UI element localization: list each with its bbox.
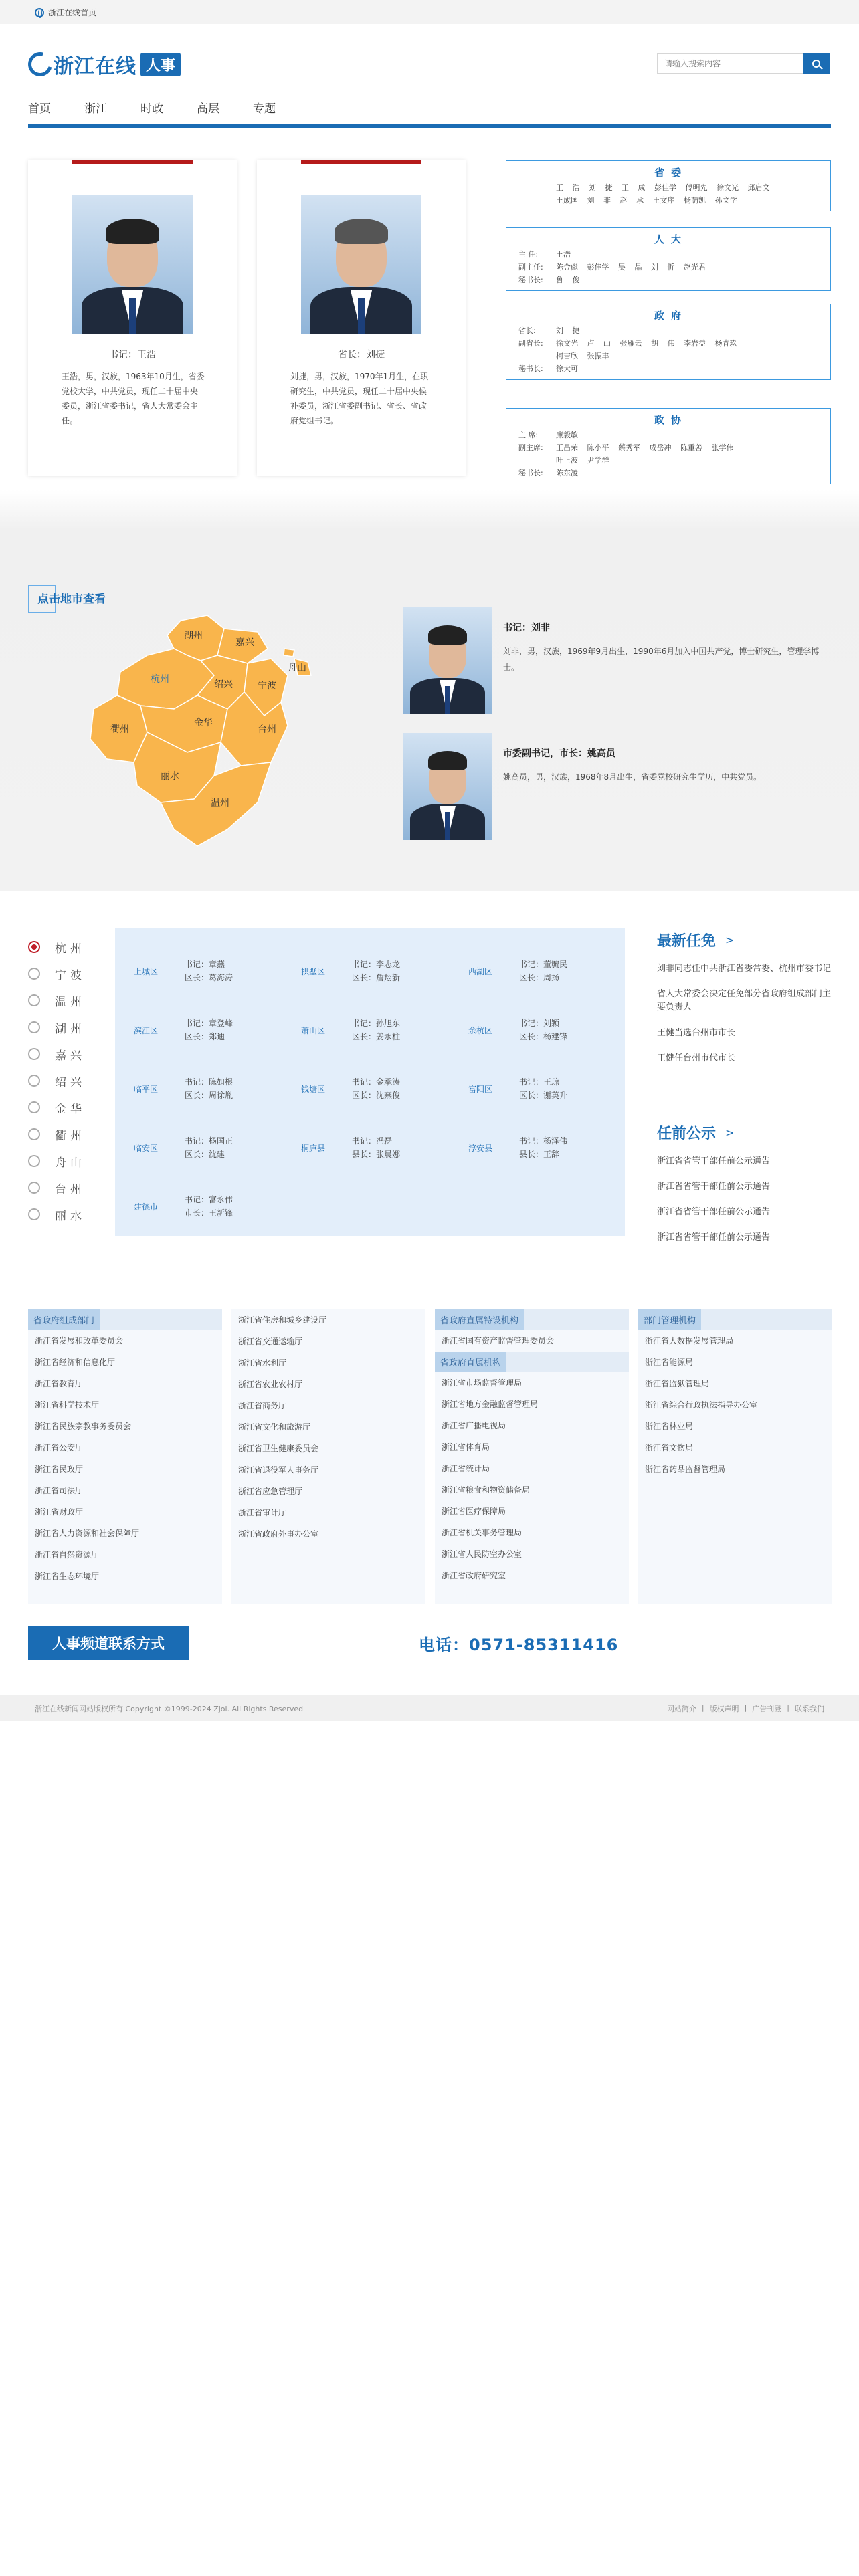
city-leader-title[interactable]: 书记：刘非 <box>503 623 550 633</box>
dept-link[interactable]: 浙江省生态环境厅 <box>35 1572 100 1581</box>
district-leader: 区长：郑迪 <box>185 1032 225 1041</box>
footer-separator: | <box>787 1703 789 1712</box>
district-item[interactable] <box>450 1121 617 1174</box>
dept-link[interactable]: 浙江省退役军人事务厅 <box>238 1465 319 1475</box>
org-box-cppcc <box>506 408 831 484</box>
district-leader: 书记：章登峰 <box>185 1018 233 1028</box>
map-city-label[interactable]: 台州 <box>258 724 276 735</box>
org-row-names[interactable]: 王 浩 刘 捷 王 成 彭佳学 傅明先 徐文光 邱启文 <box>556 183 770 192</box>
dept-list <box>435 1372 629 1586</box>
city-option-lishui[interactable] <box>28 1201 86 1228</box>
home-link[interactable] <box>35 7 96 18</box>
dept-link[interactable]: 浙江省能源局 <box>645 1358 694 1367</box>
logo-tag: 人事 <box>140 53 181 76</box>
city-option-label: 丽水 <box>55 1209 86 1223</box>
appointment-link[interactable]: 刘非同志任中共浙江省委常委、杭州市委书记 <box>657 964 832 974</box>
district-name[interactable]: 建德市 <box>133 1202 158 1212</box>
district-leader: 书记：王琼 <box>519 1077 560 1087</box>
map-label-text: 点击地市查看 <box>37 593 106 606</box>
city-option-label: 金华 <box>55 1102 86 1116</box>
dept-link[interactable]: 浙江省综合行政执法指导办公室 <box>645 1400 758 1410</box>
top-bar <box>0 0 859 24</box>
leader-title: 书记：王浩 <box>109 350 156 360</box>
org-row-names[interactable]: 廉毅敏 <box>556 431 578 439</box>
map-city-label[interactable]: 金华 <box>194 718 213 728</box>
org-row-label: 主 任: <box>518 250 539 259</box>
district-item[interactable] <box>282 1003 450 1057</box>
district-leader: 区长：谢英升 <box>519 1091 568 1100</box>
city-radio-list <box>28 934 86 1228</box>
district-item[interactable] <box>450 1062 617 1115</box>
map-section <box>0 575 859 896</box>
dept-column-title: 省政府直属特设机构 <box>435 1309 524 1330</box>
org-title[interactable]: 政协 <box>654 414 688 426</box>
leader-desc: 王浩，男，汉族，1963年10月生，省委党校大学，中共党员，现任二十届中央委员，浙江省委书记，省人大常委会主任。 <box>62 372 205 425</box>
leader-card-governor[interactable] <box>257 160 466 476</box>
dept-link[interactable]: 浙江省水利厅 <box>238 1358 287 1368</box>
footer-separator: | <box>701 1703 704 1712</box>
map-city-label[interactable]: 舟山 <box>288 663 306 673</box>
dept-link[interactable]: 浙江省粮食和物资储备局 <box>442 1485 531 1495</box>
dept-link[interactable]: 浙江省广播电视局 <box>442 1421 506 1430</box>
site-header <box>0 24 859 128</box>
district-leader: 书记：杨国正 <box>185 1136 233 1146</box>
nav-zhejiang[interactable]: 浙江 <box>84 102 107 116</box>
dept-column-title: 省政府直属机构 <box>435 1352 506 1372</box>
district-leader: 区长：杨建锋 <box>519 1032 568 1041</box>
person-photo <box>403 733 492 840</box>
appointment-link[interactable]: 王健任台州市代市长 <box>657 1053 736 1063</box>
dept-link[interactable]: 浙江省农业农村厅 <box>238 1380 303 1389</box>
city-option-label: 温州 <box>55 995 86 1009</box>
dept-link[interactable]: 浙江省审计厅 <box>238 1508 287 1517</box>
dept-link[interactable]: 浙江省司法厅 <box>35 1486 84 1495</box>
footer-link-about[interactable]: 网站简介 <box>666 1705 696 1713</box>
district-panel <box>115 928 625 1236</box>
dept-link[interactable]: 浙江省市场监督管理局 <box>442 1378 522 1388</box>
org-row-names[interactable]: 徐大可 <box>556 364 578 373</box>
footer-links <box>667 1703 824 1714</box>
district-leader: 县长：王辞 <box>519 1150 560 1159</box>
city-option-hangzhou[interactable] <box>28 934 86 960</box>
district-item[interactable] <box>282 944 450 998</box>
org-row-names[interactable]: 王成国 刘 非 赵 承 王文序 杨荫凯 孙文学 <box>556 196 737 205</box>
district-leader: 书记：富永伟 <box>185 1195 233 1204</box>
logo-text: 浙江在线 <box>54 55 136 78</box>
city-option-label: 湖州 <box>55 1022 86 1036</box>
home-link-label: 浙江在线首页 <box>48 8 97 17</box>
dept-column-constituent <box>28 1309 222 1604</box>
district-name[interactable]: 临平区 <box>133 1084 158 1094</box>
city-option-taizhou[interactable] <box>28 1174 86 1201</box>
city-option-label: 舟山 <box>55 1156 86 1170</box>
card-accent-bar <box>72 160 193 164</box>
footer <box>0 1695 859 1721</box>
org-row-label <box>518 350 556 362</box>
city-option-quzhou[interactable] <box>28 1121 86 1148</box>
district-item[interactable] <box>450 944 617 998</box>
dept-column-constituent-2 <box>231 1309 425 1604</box>
city-leader-info-secretary <box>503 621 831 675</box>
leader-photo <box>301 195 421 334</box>
dept-link[interactable]: 浙江省民政厅 <box>35 1465 84 1474</box>
dept-link[interactable]: 浙江省文物局 <box>645 1443 694 1453</box>
footer-link-contact[interactable]: 联系我们 <box>795 1705 824 1713</box>
org-row-label: 副主任: <box>518 263 543 272</box>
leader-photo <box>72 195 193 334</box>
district-leader: 书记：孙旭东 <box>352 1018 401 1028</box>
district-leader: 区长：詹翔新 <box>352 973 401 982</box>
dept-link[interactable]: 浙江省经济和信息化厅 <box>35 1358 116 1367</box>
radio-icon <box>28 1128 40 1140</box>
org-row-names[interactable]: 柯吉欣 张振丰 <box>556 352 609 360</box>
map-city-label[interactable]: 绍兴 <box>214 679 233 690</box>
district-leader: 书记：陈如根 <box>185 1077 233 1087</box>
district-name[interactable]: 余杭区 <box>468 1025 492 1035</box>
city-option-label: 嘉兴 <box>55 1049 86 1063</box>
dept-link[interactable]: 浙江省体育局 <box>442 1442 490 1452</box>
district-leader: 市长：王新锋 <box>185 1208 233 1218</box>
dept-list <box>435 1330 629 1352</box>
site-logo[interactable] <box>28 49 181 79</box>
dept-link[interactable]: 浙江省商务厅 <box>238 1401 287 1410</box>
district-item[interactable] <box>115 1003 282 1057</box>
district-item[interactable] <box>115 1180 282 1233</box>
footer-link-ads[interactable]: 广告刊登 <box>752 1705 782 1713</box>
appointments-title: 最新任免 <box>657 933 717 950</box>
notice-link[interactable]: 浙江省省管干部任前公示通告 <box>657 1232 771 1243</box>
globe-icon <box>35 8 44 17</box>
org-title[interactable]: 人大 <box>654 233 688 245</box>
district-leader: 书记：章燕 <box>185 960 225 969</box>
chevron-right-icon: > <box>725 1126 735 1139</box>
appointments-heading[interactable] <box>657 930 831 950</box>
district-name[interactable]: 淳安县 <box>468 1143 492 1153</box>
district-leader: 书记：杨泽伟 <box>519 1136 568 1146</box>
city-option-huzhou[interactable] <box>28 1014 86 1041</box>
contact-bar <box>28 1626 831 1660</box>
latest-appointments <box>657 930 831 1065</box>
district-name[interactable]: 拱墅区 <box>300 966 325 976</box>
leader-desc: 刘捷，男，汉族，1970年1月生，在职研究生，中共党员，现任二十届中央候补委员，浙江省委副书记、省长、省政府党组书记。 <box>290 372 429 425</box>
departments-section <box>28 1309 831 1604</box>
radio-icon <box>28 968 40 980</box>
district-item[interactable] <box>282 1121 450 1174</box>
dept-link[interactable]: 浙江省机关事务管理局 <box>442 1528 522 1537</box>
notice-link[interactable]: 浙江省省管干部任前公示通告 <box>657 1156 771 1166</box>
pre-appointment-notices <box>657 1122 831 1245</box>
city-option-label: 宁波 <box>55 968 86 982</box>
org-row-label: 副省长: <box>518 339 543 348</box>
org-box-government <box>506 304 831 380</box>
dept-link[interactable]: 浙江省财政厅 <box>35 1507 84 1517</box>
dept-column-special <box>435 1309 629 1604</box>
city-option-shaoxing[interactable] <box>28 1067 86 1094</box>
district-leader: 区长：沈建 <box>185 1150 225 1159</box>
nav-underline <box>28 124 831 128</box>
notices-title: 任前公示 <box>657 1125 717 1142</box>
dept-link[interactable]: 浙江省发展和改革委员会 <box>35 1336 124 1346</box>
org-row-label: 秘书长: <box>518 364 543 373</box>
dept-link[interactable]: 浙江省文化和旅游厅 <box>238 1422 311 1432</box>
radio-icon <box>28 1048 40 1060</box>
city-leader-photo-mayor[interactable] <box>403 733 492 840</box>
dept-link[interactable]: 浙江省应急管理厅 <box>238 1487 303 1496</box>
copyright: 浙江在线新闻网站版权所有 Copyright ©1999-2024 Zjol. All Rights Reserved <box>35 1705 304 1713</box>
dept-link[interactable]: 浙江省科学技术厅 <box>35 1400 100 1410</box>
org-row-label: 秘书长: <box>518 276 543 284</box>
nav-topics[interactable]: 专题 <box>253 102 276 116</box>
radio-icon <box>28 1182 40 1194</box>
org-row-names[interactable]: 刘 捷 <box>556 326 580 335</box>
map-city-label[interactable]: 湖州 <box>184 631 203 641</box>
map-city-label[interactable]: 嘉兴 <box>235 637 254 648</box>
search-input[interactable] <box>658 54 799 73</box>
appointment-link[interactable]: 王健当选台州市市长 <box>657 1028 736 1038</box>
leader-title: 省长：刘捷 <box>338 350 385 360</box>
dept-link[interactable]: 浙江省药品监督管理局 <box>645 1465 726 1474</box>
dept-link[interactable]: 浙江省政府外事办公室 <box>238 1529 319 1539</box>
district-name[interactable]: 临安区 <box>133 1143 158 1153</box>
appointment-link[interactable]: 省人大常委会决定任免部分省政府组成部门主要负责人 <box>657 989 832 1012</box>
dept-link[interactable]: 浙江省人民防空办公室 <box>442 1549 522 1559</box>
org-row-names[interactable]: 陈东凌 <box>556 469 578 477</box>
district-leader: 区长：沈燕俊 <box>352 1091 401 1100</box>
dept-link[interactable]: 浙江省地方金融监督管理局 <box>442 1400 539 1409</box>
city-option-wenzhou[interactable] <box>28 987 86 1014</box>
org-title[interactable]: 政府 <box>654 310 688 322</box>
city-option-jiaxing[interactable] <box>28 1041 86 1067</box>
district-item[interactable] <box>115 1121 282 1174</box>
org-row-names[interactable]: 徐文光 卢 山 张雁云 胡 伟 李岩益 杨青玖 <box>556 339 737 348</box>
city-option-label: 杭州 <box>55 942 86 956</box>
city-leader-photo-secretary[interactable] <box>403 607 492 714</box>
org-row-names[interactable]: 叶正波 尹学群 <box>556 456 609 465</box>
district-item[interactable] <box>115 1062 282 1115</box>
district-leader: 县长：张晨娜 <box>352 1150 401 1159</box>
dept-column-title: 省政府组成部门 <box>28 1309 100 1330</box>
district-leader: 书记：刘颖 <box>519 1018 560 1028</box>
org-box-provincial-committee <box>506 160 831 211</box>
city-option-ningbo[interactable] <box>28 960 86 987</box>
city-option-jinhua[interactable] <box>28 1094 86 1121</box>
dept-link[interactable]: 浙江省卫生健康委员会 <box>238 1444 319 1453</box>
org-row-names[interactable]: 王浩 <box>556 250 571 259</box>
map-label <box>28 589 106 606</box>
org-row-label: 省长: <box>518 326 536 335</box>
city-leader-desc: 刘非，男，汉族，1969年9月出生，1990年6月加入中国共产党，博士研究生，管理学博士。 <box>503 647 820 672</box>
logo-icon <box>23 47 56 80</box>
district-name[interactable]: 滨江区 <box>133 1025 158 1035</box>
footer-link-copyright[interactable]: 版权声明 <box>709 1705 739 1713</box>
city-option-label: 绍兴 <box>55 1075 86 1089</box>
radio-selected-icon <box>28 941 40 953</box>
notice-link[interactable]: 浙江省省管干部任前公示通告 <box>657 1182 771 1192</box>
map-city-label[interactable]: 宁波 <box>258 681 276 691</box>
search-button[interactable] <box>803 53 830 74</box>
nav-leadership[interactable]: 高层 <box>197 102 219 116</box>
org-box-npc <box>506 227 831 291</box>
nav-politics[interactable]: 时政 <box>140 102 163 116</box>
radio-icon <box>28 1075 40 1087</box>
radio-icon <box>28 1101 40 1113</box>
org-row-label: 副主席: <box>518 443 543 452</box>
district-leader: 区长：周徐胤 <box>185 1091 233 1100</box>
district-name[interactable]: 桐庐县 <box>300 1143 325 1153</box>
district-leader: 区长：葛海涛 <box>185 973 233 982</box>
org-row-label <box>518 181 556 194</box>
district-leader: 书记：董毓民 <box>519 960 568 969</box>
map-city-label[interactable]: 衢州 <box>110 724 129 735</box>
dept-list <box>28 1330 222 1587</box>
org-row-label: 主 席: <box>518 431 539 439</box>
radio-icon <box>28 1208 40 1220</box>
map-city-label[interactable]: 杭州 <box>151 674 169 685</box>
district-leader: 区长：周扬 <box>519 973 560 982</box>
dept-column-title: 部门管理机构 <box>638 1309 701 1330</box>
notice-link[interactable]: 浙江省省管干部任前公示通告 <box>657 1207 771 1217</box>
dept-link[interactable]: 浙江省交通运输厅 <box>238 1337 303 1346</box>
city-leader-title[interactable]: 市委副书记，市长：姚高员 <box>503 748 615 759</box>
dept-link[interactable]: 浙江省民族宗教事务委员会 <box>35 1422 132 1431</box>
dept-link[interactable]: 浙江省林业局 <box>645 1422 694 1431</box>
radio-icon <box>28 994 40 1006</box>
org-row-label <box>518 194 556 207</box>
dept-link[interactable]: 浙江省政府研究室 <box>442 1571 506 1580</box>
dept-link[interactable]: 浙江省医疗保障局 <box>442 1507 506 1516</box>
person-photo <box>403 607 492 714</box>
org-row-names[interactable]: 陈金彪 彭佳学 吴 晶 刘 忻 赵光君 <box>556 263 706 272</box>
district-name[interactable]: 钱塘区 <box>300 1084 325 1094</box>
dept-list <box>638 1330 832 1480</box>
dept-list <box>231 1309 425 1545</box>
map-city-label[interactable]: 温州 <box>211 798 229 809</box>
dept-link[interactable]: 浙江省大数据发展管理局 <box>645 1336 734 1346</box>
district-item[interactable] <box>115 944 282 998</box>
card-accent-bar <box>301 160 421 164</box>
district-name[interactable]: 萧山区 <box>300 1025 325 1035</box>
district-name[interactable]: 西湖区 <box>468 966 492 976</box>
map-city-label[interactable]: 丽水 <box>161 771 179 782</box>
org-row-names[interactable]: 鲁 俊 <box>556 276 580 284</box>
contact-phone: 电话：0571-85311416 <box>419 1636 619 1654</box>
chevron-right-icon: > <box>725 934 735 946</box>
district-leader: 书记：金承涛 <box>352 1077 401 1087</box>
city-option-label: 衢州 <box>55 1129 86 1143</box>
dept-link[interactable]: 浙江省自然资源厅 <box>35 1550 100 1560</box>
dept-link[interactable]: 浙江省统计局 <box>442 1464 490 1473</box>
zhejiang-map <box>80 609 348 856</box>
city-option-label: 台州 <box>55 1182 86 1196</box>
dept-link[interactable]: 浙江省人力资源和社会保障厅 <box>35 1529 140 1538</box>
leader-card-secretary[interactable] <box>28 160 237 476</box>
org-row-label: 秘书长: <box>518 469 543 477</box>
district-leader: 书记：冯磊 <box>352 1136 393 1146</box>
dept-link[interactable]: 浙江省教育厅 <box>35 1379 84 1388</box>
dept-link[interactable]: 浙江省国有资产监督管理委员会 <box>442 1336 555 1346</box>
city-leader-info-mayor <box>503 746 831 785</box>
district-name[interactable]: 上城区 <box>133 966 158 976</box>
notices-heading[interactable] <box>657 1122 831 1143</box>
district-item[interactable] <box>450 1003 617 1057</box>
org-row-names[interactable]: 王昌荣 陈小平 蔡秀军 成岳冲 陈重善 张学伟 <box>556 443 734 452</box>
org-row-label <box>518 454 556 467</box>
district-item[interactable] <box>282 1062 450 1115</box>
main-nav <box>28 99 309 119</box>
org-title[interactable]: 省委 <box>654 167 688 179</box>
radio-icon <box>28 1021 40 1033</box>
city-leader-desc: 姚高员，男，汉族，1968年8月出生，省委党校研究生学历，中共党员。 <box>503 772 762 782</box>
contact-label: 人事频道联系方式 <box>28 1626 189 1660</box>
city-option-zhoushan[interactable] <box>28 1148 86 1174</box>
dept-column-managed <box>638 1309 832 1604</box>
dept-link[interactable]: 浙江省住房和城乡建设厅 <box>238 1315 327 1325</box>
district-leader: 书记：李志龙 <box>352 960 401 969</box>
footer-separator: | <box>744 1703 747 1712</box>
search-icon <box>812 60 820 68</box>
district-leader: 区长：姜永柱 <box>352 1032 401 1041</box>
nav-home[interactable]: 首页 <box>28 102 51 116</box>
district-name[interactable]: 富阳区 <box>468 1084 492 1094</box>
radio-icon <box>28 1155 40 1167</box>
dept-link[interactable]: 浙江省监狱管理局 <box>645 1379 710 1388</box>
dept-link[interactable]: 浙江省公安厅 <box>35 1443 84 1453</box>
